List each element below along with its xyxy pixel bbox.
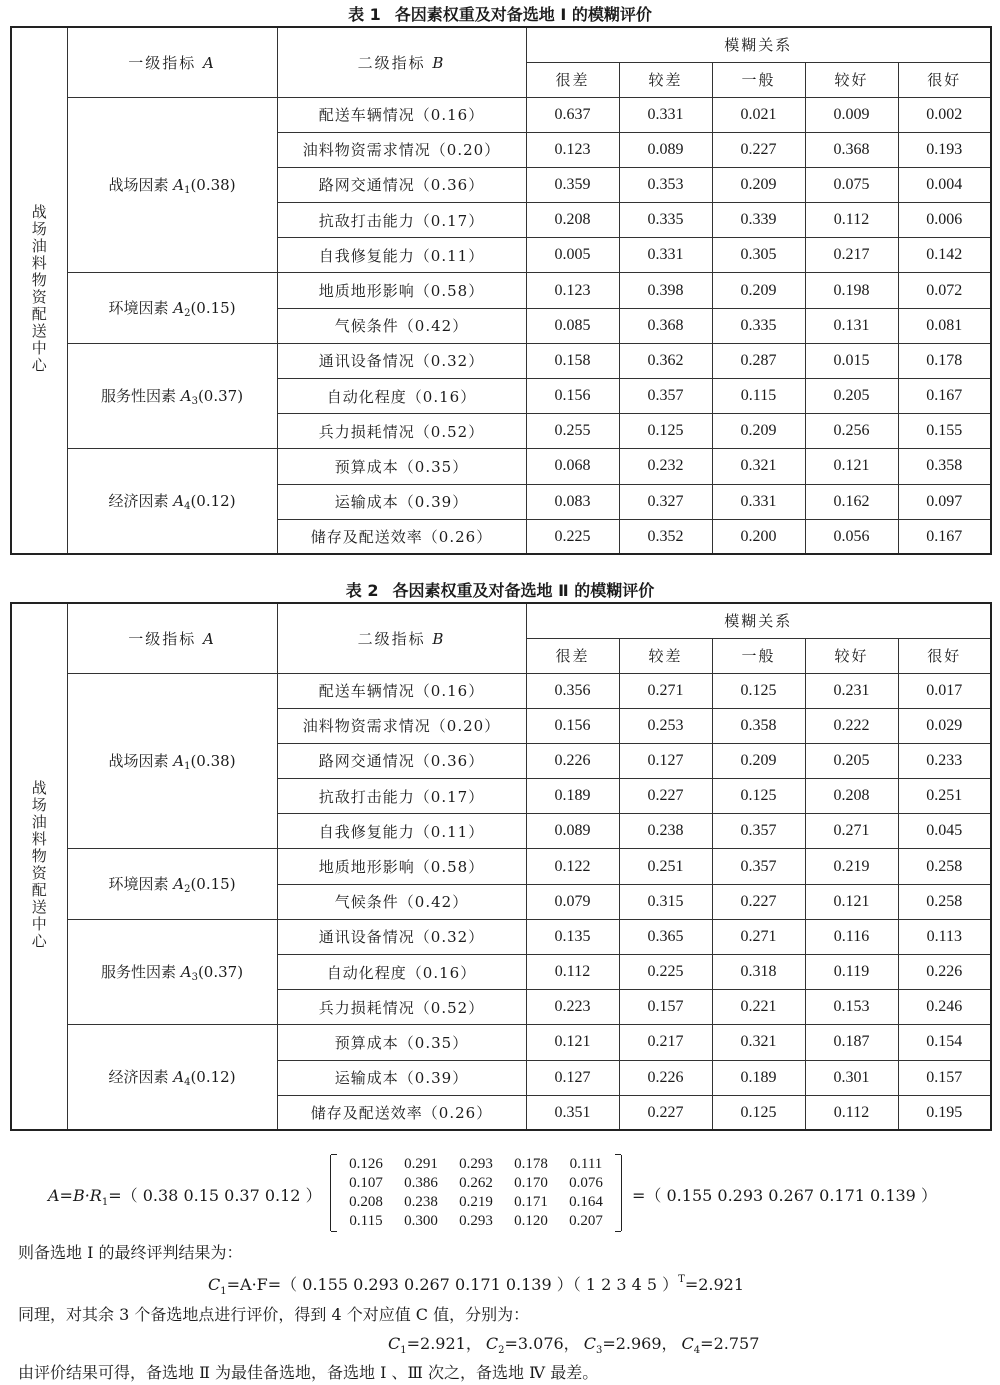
indicator-label: 自我修复能力（0.11） xyxy=(277,814,526,849)
value-cell: 0.187 xyxy=(805,1025,898,1060)
formula-result: =（ 0.155 0.293 0.267 0.171 0.139 ） xyxy=(632,1186,937,1205)
value-cell: 0.122 xyxy=(526,849,619,884)
value-cell: 0.226 xyxy=(526,743,619,778)
grade-header: 较好 xyxy=(805,62,898,97)
indicator-label: 自动化程度（0.16） xyxy=(277,955,526,990)
value-cell: 0.009 xyxy=(805,97,898,132)
indicator-label: 气候条件（0.42） xyxy=(277,884,526,919)
table-row xyxy=(11,1025,991,1060)
indicator-label: 预算成本（0.35） xyxy=(277,1025,526,1060)
value-cell: 0.321 xyxy=(712,449,805,484)
grade-header: 较差 xyxy=(619,62,712,97)
value-cell: 0.339 xyxy=(712,203,805,238)
table-2-number: 表 2 xyxy=(345,581,379,600)
value-cell: 0.156 xyxy=(526,708,619,743)
header-fuzzy: 模糊关系 xyxy=(526,603,991,638)
c-value: $C_4=2.757$ xyxy=(681,1334,760,1356)
table-1-number: 表 1 xyxy=(348,5,381,24)
value-cell: 0.056 xyxy=(805,519,898,554)
value-cell: 0.227 xyxy=(712,884,805,919)
matrix-cell: 0.262 xyxy=(459,1175,493,1191)
value-cell: 0.365 xyxy=(619,919,712,954)
c-value: $C_1=2.921$， xyxy=(388,1334,482,1356)
indicator-label: 运输成本（0.39） xyxy=(277,484,526,519)
value-cell: 0.335 xyxy=(619,203,712,238)
value-cell: 0.125 xyxy=(619,414,712,449)
value-cell: 0.358 xyxy=(712,708,805,743)
matrix-cell: 0.238 xyxy=(404,1194,438,1210)
value-cell: 0.205 xyxy=(805,743,898,778)
value-cell: 0.357 xyxy=(712,814,805,849)
value-cell: 0.156 xyxy=(526,379,619,414)
group-label: 经济因素 $A_4(0.12)$ xyxy=(67,1025,277,1131)
value-cell: 0.125 xyxy=(712,673,805,708)
value-cell: 0.208 xyxy=(805,779,898,814)
value-cell: 0.015 xyxy=(805,343,898,378)
value-cell: 0.358 xyxy=(898,449,991,484)
group-label: 环境因素 $A_2(0.15)$ xyxy=(67,849,277,919)
value-cell: 0.162 xyxy=(805,484,898,519)
value-cell: 0.158 xyxy=(526,343,619,378)
value-cell: 0.127 xyxy=(526,1060,619,1095)
table-row xyxy=(11,97,991,132)
value-cell: 0.167 xyxy=(898,519,991,554)
indicator-label: 储存及配送效率（0.26） xyxy=(277,519,526,554)
matrix-cell: 0.293 xyxy=(459,1156,493,1172)
value-cell: 0.127 xyxy=(619,743,712,778)
value-cell: 0.121 xyxy=(526,1025,619,1060)
value-cell: 0.072 xyxy=(898,273,991,308)
formula-lhs: $A=B\cdot R_1=$（ 0.38 0.15 0.37 0.12 ） xyxy=(48,1186,322,1208)
value-cell: 0.068 xyxy=(526,449,619,484)
grade-header: 很好 xyxy=(898,638,991,673)
value-cell: 0.223 xyxy=(526,990,619,1025)
indicator-label: 油料物资需求情况（0.20） xyxy=(277,708,526,743)
value-cell: 0.225 xyxy=(526,519,619,554)
text-line-1: 则备选地 Ⅰ 的最终评判结果为： xyxy=(18,1243,243,1262)
value-cell: 0.178 xyxy=(898,343,991,378)
value-cell: 0.209 xyxy=(712,273,805,308)
matrix-row xyxy=(331,1193,621,1212)
c-value: $C_3=2.969$， xyxy=(583,1334,678,1356)
fuzzy-matrix xyxy=(330,1155,622,1231)
indicator-label: 抗敌打击能力（0.17） xyxy=(277,779,526,814)
matrix-cell: 0.120 xyxy=(514,1213,548,1229)
matrix-cell: 0.164 xyxy=(569,1194,603,1210)
indicator-label: 自动化程度（0.16） xyxy=(277,379,526,414)
value-cell: 0.189 xyxy=(526,779,619,814)
indicator-label: 预算成本（0.35） xyxy=(277,449,526,484)
value-cell: 0.157 xyxy=(619,990,712,1025)
value-cell: 0.226 xyxy=(898,955,991,990)
value-cell: 0.246 xyxy=(898,990,991,1025)
value-cell: 0.227 xyxy=(619,1095,712,1130)
indicator-label: 储存及配送效率（0.26） xyxy=(277,1095,526,1130)
value-cell: 0.301 xyxy=(805,1060,898,1095)
value-cell: 0.258 xyxy=(898,884,991,919)
value-cell: 0.112 xyxy=(805,203,898,238)
header-level1: 一级指标 A xyxy=(67,603,277,673)
value-cell: 0.125 xyxy=(712,1095,805,1130)
value-cell: 0.205 xyxy=(805,379,898,414)
value-cell: 0.251 xyxy=(898,779,991,814)
table-row xyxy=(11,273,991,308)
value-cell: 0.362 xyxy=(619,343,712,378)
value-cell: 0.271 xyxy=(619,673,712,708)
value-cell: 0.157 xyxy=(898,1060,991,1095)
value-cell: 0.209 xyxy=(712,414,805,449)
value-cell: 0.002 xyxy=(898,97,991,132)
c1-formula: $C_1=A\cdot F=$（ 0.155 0.293 0.267 0.171 0.139 ）（ 1 2 3 4 5 ）$^T$=2.921 xyxy=(208,1274,745,1297)
value-cell: 0.193 xyxy=(898,132,991,167)
value-cell: 0.258 xyxy=(898,849,991,884)
value-cell: 0.271 xyxy=(712,919,805,954)
matrix-cell: 0.386 xyxy=(404,1175,438,1191)
value-cell: 0.217 xyxy=(619,1025,712,1060)
table-row xyxy=(11,343,991,378)
matrix-cell: 0.107 xyxy=(349,1175,383,1191)
value-cell: 0.135 xyxy=(526,919,619,954)
matrix-cell: 0.291 xyxy=(404,1156,438,1172)
indicator-label: 配送车辆情况（0.16） xyxy=(277,673,526,708)
value-cell: 0.233 xyxy=(898,743,991,778)
matrix-cell: 0.076 xyxy=(569,1175,603,1191)
indicator-label: 配送车辆情况（0.16） xyxy=(277,97,526,132)
value-cell: 0.368 xyxy=(805,132,898,167)
value-cell: 0.112 xyxy=(805,1095,898,1130)
text-line-5: 由评价结果可得，备选地 Ⅱ 为最佳备选地，备选地 Ⅰ 、Ⅲ 次之，备选地 Ⅳ 最差。 xyxy=(18,1363,599,1382)
matrix-cell: 0.115 xyxy=(349,1213,383,1229)
indicator-label: 兵力损耗情况（0.52） xyxy=(277,990,526,1025)
value-cell: 0.208 xyxy=(526,203,619,238)
value-cell: 0.075 xyxy=(805,167,898,202)
value-cell: 0.155 xyxy=(898,414,991,449)
value-cell: 0.198 xyxy=(805,273,898,308)
table-1-title xyxy=(0,4,1000,26)
matrix-cell: 0.111 xyxy=(569,1156,603,1172)
indicator-label: 地质地形影响（0.58） xyxy=(277,849,526,884)
c-values-line xyxy=(388,1331,759,1356)
matrix-cell: 0.171 xyxy=(514,1194,548,1210)
indicator-label: 路网交通情况（0.36） xyxy=(277,167,526,202)
table-2-caption: 各因素权重及对备选地 Ⅱ 的模糊评价 xyxy=(392,581,655,600)
value-cell: 0.305 xyxy=(712,238,805,273)
value-cell: 0.222 xyxy=(805,708,898,743)
value-cell: 0.079 xyxy=(526,884,619,919)
indicator-label: 油料物资需求情况（0.20） xyxy=(277,132,526,167)
grade-header: 一般 xyxy=(712,62,805,97)
value-cell: 0.232 xyxy=(619,449,712,484)
value-cell: 0.327 xyxy=(619,484,712,519)
matrix-row xyxy=(331,1174,621,1193)
value-cell: 0.085 xyxy=(526,308,619,343)
value-cell: 0.131 xyxy=(805,308,898,343)
grade-header: 很好 xyxy=(898,62,991,97)
header-level2: 二级指标 B xyxy=(277,603,526,673)
indicator-label: 自我修复能力（0.11） xyxy=(277,238,526,273)
indicator-label: 运输成本（0.39） xyxy=(277,1060,526,1095)
table-row xyxy=(11,919,991,954)
grade-header: 很差 xyxy=(526,62,619,97)
value-cell: 0.637 xyxy=(526,97,619,132)
c-value: $C_2=3.076$， xyxy=(485,1334,580,1356)
value-cell: 0.217 xyxy=(805,238,898,273)
value-cell: 0.287 xyxy=(712,343,805,378)
matrix-cell: 0.300 xyxy=(404,1213,438,1229)
table-row xyxy=(11,849,991,884)
value-cell: 0.357 xyxy=(712,849,805,884)
header-level1: 一级指标 A xyxy=(67,27,277,97)
value-cell: 0.029 xyxy=(898,708,991,743)
group-label: 战场因素 $A_1(0.38)$ xyxy=(67,97,277,273)
value-cell: 0.398 xyxy=(619,273,712,308)
value-cell: 0.357 xyxy=(619,379,712,414)
value-cell: 0.331 xyxy=(619,97,712,132)
value-cell: 0.219 xyxy=(805,849,898,884)
matrix-row xyxy=(331,1155,621,1174)
value-cell: 0.154 xyxy=(898,1025,991,1060)
value-cell: 0.125 xyxy=(712,779,805,814)
matrix-cell: 0.178 xyxy=(514,1156,548,1172)
group-label: 服务性因素 $A_3(0.37)$ xyxy=(67,343,277,449)
indicator-label: 通讯设备情况（0.32） xyxy=(277,343,526,378)
value-cell: 0.368 xyxy=(619,308,712,343)
value-cell: 0.142 xyxy=(898,238,991,273)
value-cell: 0.331 xyxy=(712,484,805,519)
value-cell: 0.116 xyxy=(805,919,898,954)
value-cell: 0.121 xyxy=(805,884,898,919)
value-cell: 0.318 xyxy=(712,955,805,990)
value-cell: 0.200 xyxy=(712,519,805,554)
value-cell: 0.331 xyxy=(619,238,712,273)
value-cell: 0.352 xyxy=(619,519,712,554)
value-cell: 0.017 xyxy=(898,673,991,708)
grade-header: 较好 xyxy=(805,638,898,673)
value-cell: 0.271 xyxy=(805,814,898,849)
value-cell: 0.351 xyxy=(526,1095,619,1130)
value-cell: 0.113 xyxy=(898,919,991,954)
value-cell: 0.045 xyxy=(898,814,991,849)
value-cell: 0.195 xyxy=(898,1095,991,1130)
value-cell: 0.005 xyxy=(526,238,619,273)
value-cell: 0.097 xyxy=(898,484,991,519)
value-cell: 0.123 xyxy=(526,132,619,167)
side-label: 战场油料物资配送中心 xyxy=(11,603,67,1130)
evaluation-table-1 xyxy=(10,26,992,555)
table-1-caption: 各因素权重及对备选地 Ⅰ 的模糊评价 xyxy=(394,5,652,24)
weights-vector: （ 0.38 0.15 0.37 0.12 ） xyxy=(121,1186,322,1205)
matrix-row xyxy=(331,1212,621,1231)
value-cell: 0.256 xyxy=(805,414,898,449)
evaluation-table-2 xyxy=(10,602,992,1131)
matrix-cell: 0.208 xyxy=(349,1194,383,1210)
value-cell: 0.167 xyxy=(898,379,991,414)
matrix-cell: 0.293 xyxy=(459,1213,493,1229)
matrix-cell: 0.207 xyxy=(569,1213,603,1229)
value-cell: 0.335 xyxy=(712,308,805,343)
value-cell: 0.225 xyxy=(619,955,712,990)
indicator-label: 地质地形影响（0.58） xyxy=(277,273,526,308)
value-cell: 0.123 xyxy=(526,273,619,308)
value-cell: 0.231 xyxy=(805,673,898,708)
table-2-title xyxy=(0,580,1000,602)
group-label: 服务性因素 $A_3(0.37)$ xyxy=(67,919,277,1025)
table-row xyxy=(11,673,991,708)
indicator-label: 抗敌打击能力（0.17） xyxy=(277,203,526,238)
indicator-label: 路网交通情况（0.36） xyxy=(277,743,526,778)
value-cell: 0.255 xyxy=(526,414,619,449)
text-line-3: 同理，对其余 3 个备选地点进行评价，得到 4 个对应值 C 值，分别为： xyxy=(18,1305,530,1324)
matrix-cell: 0.126 xyxy=(349,1156,383,1172)
value-cell: 0.209 xyxy=(712,167,805,202)
value-cell: 0.121 xyxy=(805,449,898,484)
value-cell: 0.021 xyxy=(712,97,805,132)
value-cell: 0.089 xyxy=(619,132,712,167)
value-cell: 0.209 xyxy=(712,743,805,778)
value-cell: 0.227 xyxy=(619,779,712,814)
matrix-cell: 0.170 xyxy=(514,1175,548,1191)
value-cell: 0.221 xyxy=(712,990,805,1025)
value-cell: 0.226 xyxy=(619,1060,712,1095)
value-cell: 0.189 xyxy=(712,1060,805,1095)
indicator-label: 兵力损耗情况（0.52） xyxy=(277,414,526,449)
group-label: 战场因素 $A_1(0.38)$ xyxy=(67,673,277,849)
value-cell: 0.119 xyxy=(805,955,898,990)
value-cell: 0.089 xyxy=(526,814,619,849)
grade-header: 很差 xyxy=(526,638,619,673)
value-cell: 0.004 xyxy=(898,167,991,202)
value-cell: 0.356 xyxy=(526,673,619,708)
grade-header: 较差 xyxy=(619,638,712,673)
value-cell: 0.251 xyxy=(619,849,712,884)
value-cell: 0.238 xyxy=(619,814,712,849)
group-label: 环境因素 $A_2(0.15)$ xyxy=(67,273,277,343)
value-cell: 0.353 xyxy=(619,167,712,202)
grade-header: 一般 xyxy=(712,638,805,673)
value-cell: 0.321 xyxy=(712,1025,805,1060)
header-level2: 二级指标 B xyxy=(277,27,526,97)
indicator-label: 气候条件（0.42） xyxy=(277,308,526,343)
value-cell: 0.359 xyxy=(526,167,619,202)
value-cell: 0.112 xyxy=(526,955,619,990)
value-cell: 0.315 xyxy=(619,884,712,919)
side-label: 战场油料物资配送中心 xyxy=(11,27,67,554)
value-cell: 0.083 xyxy=(526,484,619,519)
value-cell: 0.081 xyxy=(898,308,991,343)
value-cell: 0.227 xyxy=(712,132,805,167)
value-cell: 0.006 xyxy=(898,203,991,238)
value-cell: 0.253 xyxy=(619,708,712,743)
table-row xyxy=(11,449,991,484)
matrix-cell: 0.219 xyxy=(459,1194,493,1210)
value-cell: 0.115 xyxy=(712,379,805,414)
header-fuzzy: 模糊关系 xyxy=(526,27,991,62)
value-cell: 0.153 xyxy=(805,990,898,1025)
group-label: 经济因素 $A_4(0.12)$ xyxy=(67,449,277,555)
indicator-label: 通讯设备情况（0.32） xyxy=(277,919,526,954)
